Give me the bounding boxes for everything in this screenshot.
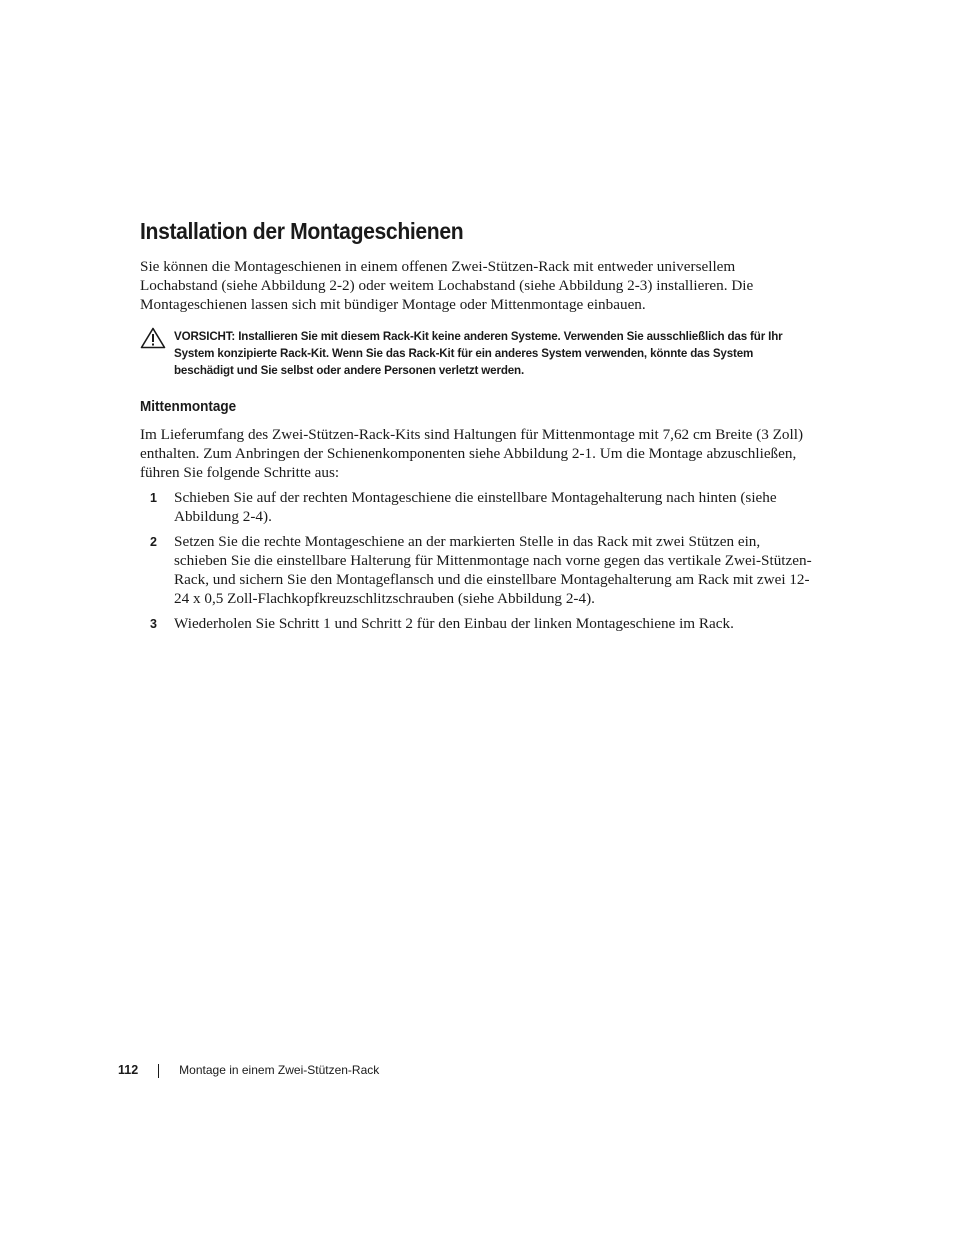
section-title: Installation der Montageschienen	[140, 218, 464, 244]
caution-text	[174, 328, 812, 379]
page-content	[140, 216, 812, 639]
caution-notice	[140, 328, 812, 379]
page-footer	[118, 1060, 379, 1080]
subsection-paragraph: Im Lieferumfang des Zwei-Stützen-Rack-Kits sind Haltungen für Mittenmontage mit 7,62 cm Breite (3 Zoll) enthalten. Zum Anbringen der Schienenkomponenten siehe Abbildung 2-1. Um die Montage abzuschließen, führen Sie folgende Schritte aus:	[140, 426, 804, 481]
caution-label: VORSICHT:	[174, 330, 236, 343]
subsection-title: Mittenmontage	[140, 399, 237, 415]
caution-body: Installieren Sie mit diesem Rack-Kit keine anderen Systeme. Verwenden Sie ausschließlich das für Ihr System konzipierte Rack-Kit. Wenn Sie das Rack-Kit für ein anderes System verwenden, könnte das System beschädigt und Sie selbst oder andere Personen verletzt werden.	[174, 330, 783, 377]
chapter-title: Montage in einem Zwei-Stützen-Rack	[179, 1063, 380, 1077]
list-item	[140, 488, 812, 526]
step-number: 3	[150, 617, 157, 631]
page-number: 112	[118, 1063, 139, 1077]
steps-list	[140, 488, 812, 633]
list-item	[140, 532, 812, 608]
warning-triangle-icon	[140, 327, 166, 349]
footer-divider	[158, 1064, 159, 1078]
step-text: Wiederholen Sie Schritt 1 und Schritt 2 für den Einbau der linken Montageschiene im Rack.	[174, 615, 734, 632]
step-number: 2	[150, 535, 157, 549]
step-number: 1	[150, 491, 157, 505]
step-text: Schieben Sie auf der rechten Montageschiene die einstellbare Montagehalterung nach hinten (siehe Abbildung 2-4).	[174, 489, 777, 525]
list-item	[140, 614, 812, 633]
intro-paragraph: Sie können die Montageschienen in einem offenen Zwei-Stützen-Rack mit entweder universellem Lochabstand (siehe Abbildung 2-2) oder weitem Lochabstand (siehe Abbildung 2-3) installieren. Die Montageschienen lassen sich mit bündiger Montage oder Mittenmontage einbauen.	[140, 258, 754, 313]
step-text: Setzen Sie die rechte Montageschiene an der markierten Stelle in das Rack mit zwei Stützen ein, schieben Sie die einstellbare Halterung für Mittenmontage nach vorne gegen das vertikale Zwei-Stützen-Rack, und sichern Sie den Montageflansch und die einstellbare Montagehalterung am Rack mit zwei 12-24 x 0,5 Zoll-Flachkopfkreuzschlitzschrauben (siehe Abbildung 2-4).	[174, 533, 812, 607]
